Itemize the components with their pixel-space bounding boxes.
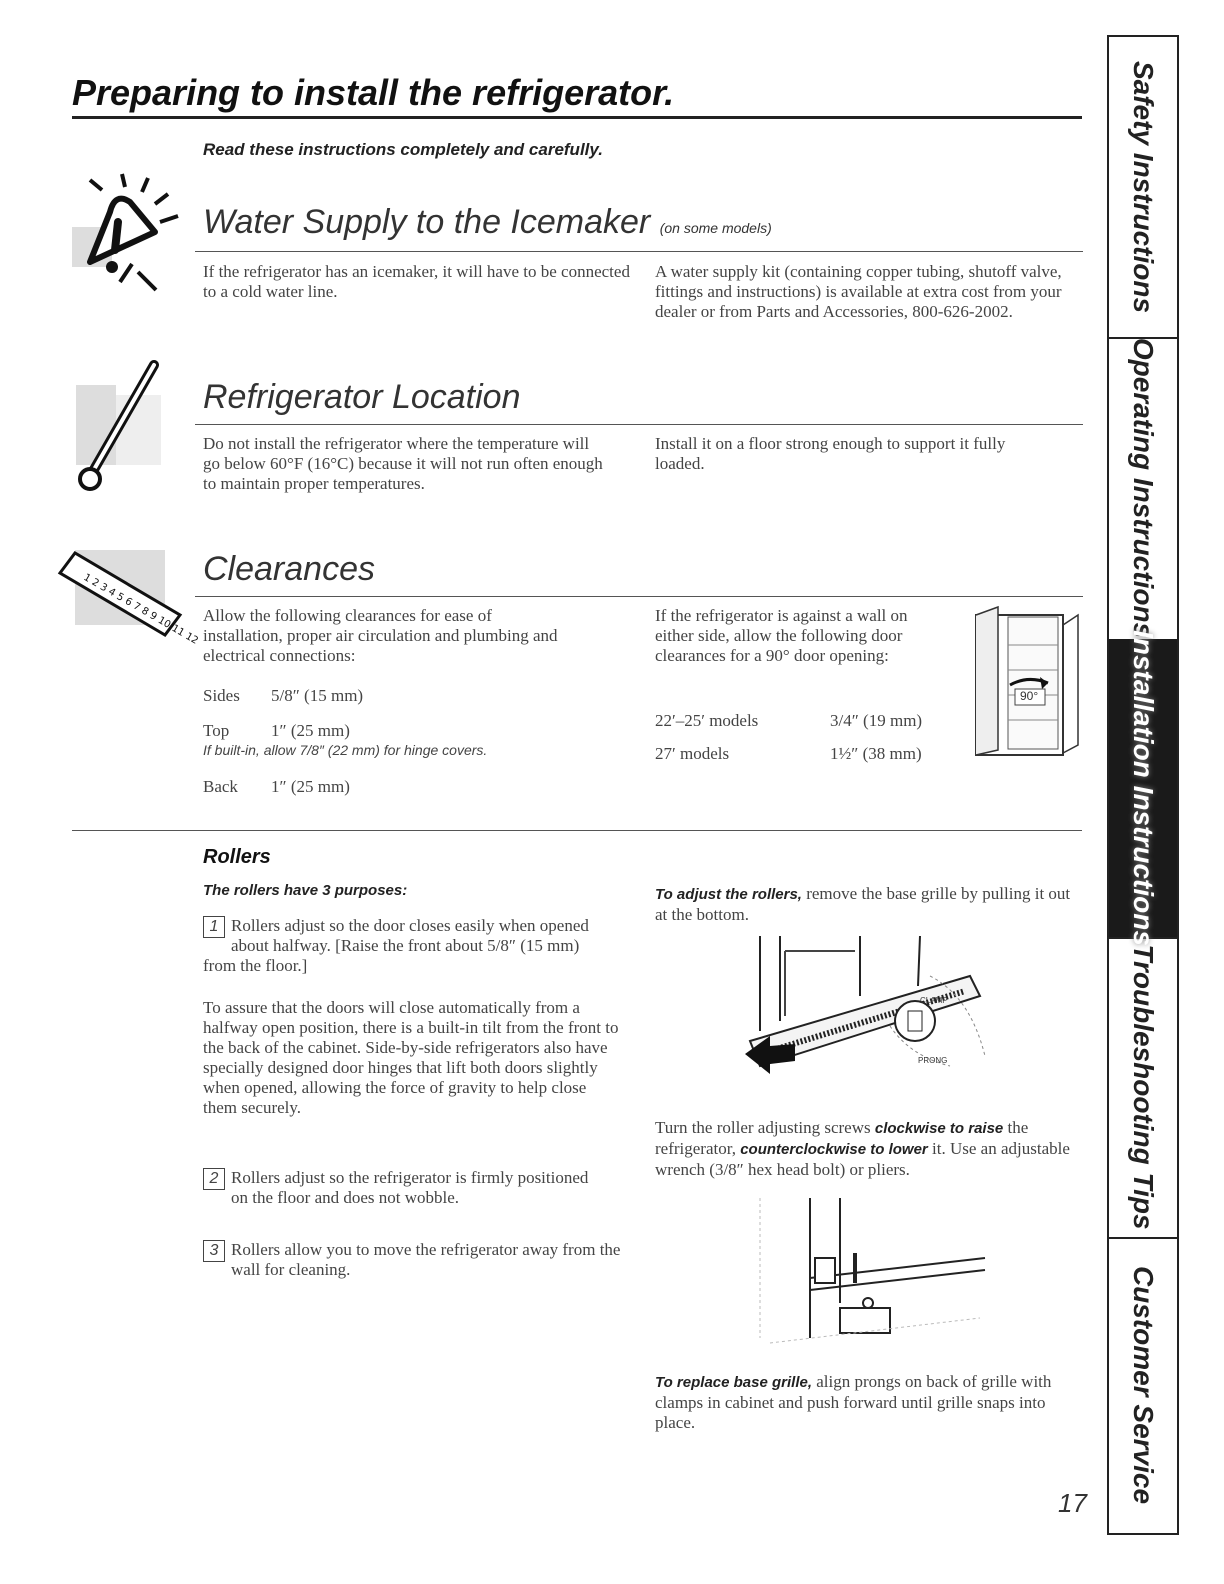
clearances-right-text: If the refrigerator is against a wall on either side, allow the following door clearances for a 90° door opening: [655, 606, 908, 665]
step-number-1: 1 [203, 916, 225, 938]
adjust-rollers-text [655, 884, 1085, 925]
turn-screws-text [655, 1118, 1085, 1180]
door-clearance-diagram [968, 605, 1083, 765]
water-rule [195, 251, 1083, 252]
section-tabs [1107, 35, 1179, 1535]
tab-label-troubleshooting: Troubleshooting Tips [1128, 944, 1159, 1230]
water-heading-text: Water Supply to the Icemaker [203, 203, 651, 241]
turn-post: it. Use an adjustable wrench (3/8″ hex head bolt) or pliers. [655, 1139, 1070, 1179]
row2-label: 27′ models [655, 744, 730, 763]
svg-text:1 2 3 4 5 6 7 8 9 10 11 12: 1 2 3 4 5 6 7 8 9 10 11 12 [81, 572, 200, 647]
step-2-text: Rollers adjust so the refrigerator is firmly positioned on the floor and does not wobble. [231, 1168, 589, 1207]
tab-label-safety: Safety Instructions [1128, 60, 1159, 314]
intro-text: Read these instructions completely and carefully. [203, 140, 603, 159]
turn-clockwise: clockwise to raise [874, 1120, 1004, 1137]
roller-screw-illustration [750, 1198, 990, 1348]
step-1-text: Rollers adjust so the door closes easily when opened about halfway. [Raise the front about 5/8″ (15 mm) from the floor.] [203, 916, 589, 975]
clamp-label: CLAMP [920, 996, 948, 1005]
location-heading: Refrigerator Location [203, 378, 521, 416]
replace-lead: To replace base grille, [655, 1374, 813, 1391]
page-title: Preparing to install the refrigerator. [72, 72, 675, 113]
tab-label-installation: Installation Instructions [1128, 630, 1159, 946]
warning-icon [60, 172, 190, 297]
prong-label: PRONG [918, 1056, 948, 1065]
page-number: 17 [1058, 1488, 1087, 1518]
roller-step-1 [203, 916, 603, 976]
location-rule [195, 424, 1083, 425]
adjust-lead: To adjust the rollers, [655, 886, 802, 903]
diagram-angle-label: 90° [1020, 689, 1039, 703]
back-label: Back [203, 777, 238, 796]
back-row [203, 777, 350, 797]
door-row-1 [655, 711, 922, 731]
base-grille-illustration [740, 936, 990, 1096]
tab-label-customer-service: Customer Service [1128, 1265, 1159, 1505]
clearances-left-text: Allow the following clearances for ease of installation, proper air circulation and plumbing and electrical connections: [203, 606, 558, 665]
turn-pre: Turn the roller adjusting screws [655, 1118, 871, 1137]
builtin-note: If built-in, allow 7/8″ (22 mm) for hinge covers. [203, 742, 488, 758]
tab-safety-instructions[interactable] [1109, 37, 1177, 339]
roller-step-2 [203, 1168, 603, 1208]
top-row [203, 721, 350, 741]
title-rule [72, 116, 1082, 119]
row1-label: 22′–25′ models [655, 711, 759, 730]
step-number-3: 3 [203, 1240, 225, 1262]
tab-customer-service[interactable] [1109, 1237, 1177, 1533]
clearances-heading: Clearances [203, 550, 375, 588]
water-heading-note: (on some models) [659, 220, 772, 236]
location-left-text: Do not install the refrigerator where the temperature will go below 60°F (16°C) because it will not run often enough to maintain proper temperatures. [203, 434, 603, 493]
rollers-rule [72, 830, 1082, 831]
row1-value: 3/4″ (19 mm) [830, 711, 923, 730]
rollers-heading: Rollers [203, 846, 271, 868]
water-left-text: If the refrigerator has an icemaker, it will have to be connected to a cold water line. [203, 262, 630, 301]
tab-label-operating: Operating Instructions [1128, 337, 1159, 639]
tab-installation-instructions[interactable] [1109, 630, 1177, 946]
tab-operating-instructions[interactable] [1109, 337, 1177, 641]
back-value: 1″ (25 mm) [271, 777, 350, 796]
clearances-rule [195, 596, 1083, 597]
roller-step-3 [203, 1240, 623, 1280]
rollers-subheading: The rollers have 3 purposes: [203, 882, 408, 899]
row2-value: 1½″ (38 mm) [830, 744, 922, 763]
rollers-paragraph: To assure that the doors will close automatically from a halfway open position, there is a built-in tilt from the front to the back of the cabinet. Side-by-side refrigerators also have specially designed door hinges that lift both doors slightly when opened, allowing the force of gravity to help close them securely. [203, 998, 619, 1117]
tab-troubleshooting-tips[interactable] [1109, 937, 1177, 1239]
sides-label: Sides [203, 686, 240, 705]
sides-row [203, 686, 363, 706]
top-value: 1″ (25 mm) [271, 721, 350, 740]
step-3-text: Rollers allow you to move the refrigerator away from the wall for cleaning. [231, 1240, 621, 1279]
thermometer-icon [76, 355, 186, 495]
top-label: Top [203, 721, 230, 740]
door-row-2 [655, 744, 922, 764]
ruler-icon [55, 545, 200, 647]
turn-mid: the refrigerator, [655, 1118, 1029, 1158]
water-right-text: A water supply kit (containing copper tubing, shutoff valve, fittings and instructions) is available at extra cost from your dealer or from Parts and Accessories, 800-626-2002. [655, 262, 1062, 321]
replace-grille-text [655, 1372, 1085, 1433]
water-heading [203, 203, 772, 242]
adjust-body: remove the base grille by pulling it out at the bottom. [655, 884, 1071, 924]
location-right-text: Install it on a floor strong enough to support it fully loaded. [655, 434, 1006, 473]
replace-body: align prongs on back of grille with clamps in cabinet and push forward until grille snaps into place. [655, 1372, 1052, 1432]
turn-counterclockwise: counterclockwise to lower [740, 1141, 928, 1158]
step-number-2: 2 [203, 1168, 225, 1190]
sides-value: 5/8″ (15 mm) [271, 686, 364, 705]
